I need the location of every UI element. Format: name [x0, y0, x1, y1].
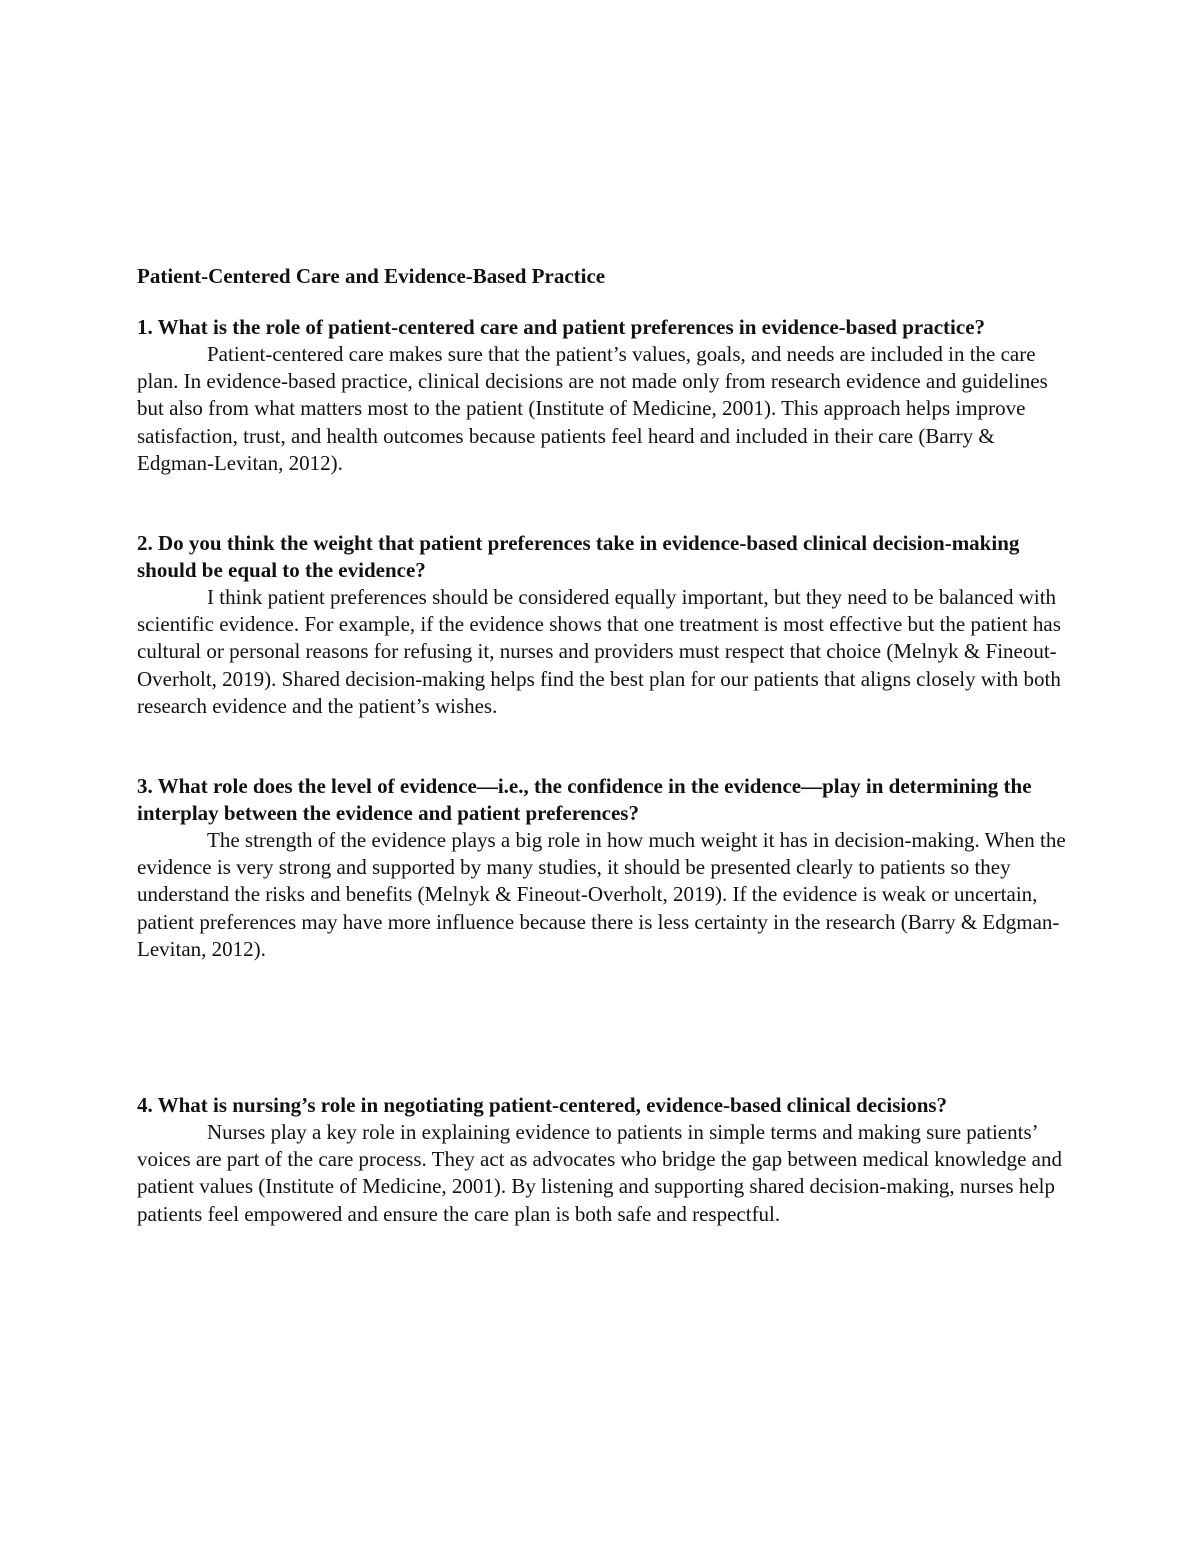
qa-section-3	[137, 773, 1067, 963]
question-3: 3. What role does the level of evidence—i.e., the confidence in the evidence—play in determining the interplay between the evidence and patient preferences?	[137, 774, 1032, 825]
answer-4: Nurses play a key role in explaining evidence to patients in simple terms and making sure patients’ voices are part of the care process. They act as advocates who bridge the gap between medical knowledge and patient values (Institute of Medicine, 2001). By listening and supporting shared decision-making, nurses help patients feel empowered and ensure the care plan is both safe and respectful.	[137, 1120, 1062, 1226]
answer-2: I think patient preferences should be considered equally important, but they need to be balanced with scientific evidence. For example, if the evidence shows that one treatment is most effective but the patient has cultural or personal reasons for refusing it, nurses and providers must respect that choice (Melnyk & Fineout-Overholt, 2019). Shared decision-making helps find the best plan for our patients that aligns closely with both research evidence and the patient’s wishes.	[137, 585, 1061, 718]
answer-1: Patient-centered care makes sure that the patient’s values, goals, and needs are included in the care plan. In evidence-based practice, clinical decisions are not made only from research evidence and guidelines but also from what matters most to the patient (Institute of Medicine, 2001). This approach helps improve satisfaction, trust, and health outcomes because patients feel heard and included in their care (Barry & Edgman-Levitan, 2012).	[137, 342, 1048, 475]
qa-section-1	[137, 314, 1067, 477]
question-2: 2. Do you think the weight that patient preferences take in evidence-based clinical decision-making should be equal to the evidence?	[137, 531, 1020, 582]
qa-section-2	[137, 530, 1067, 720]
answer-3: The strength of the evidence plays a big role in how much weight it has in decision-making. When the evidence is very strong and supported by many studies, it should be presented clearly to patients so they understand the risks and benefits (Melnyk & Fineout-Overholt, 2019). If the evidence is weak or uncertain, patient preferences may have more influence because there is less certainty in the research (Barry & Edgman-Levitan, 2012).	[137, 828, 1066, 961]
question-1: 1. What is the role of patient-centered care and patient preferences in evidence-based practice?	[137, 315, 986, 339]
question-4: 4. What is nursing’s role in negotiating patient-centered, evidence-based clinical decisions?	[137, 1093, 948, 1117]
qa-section-4	[137, 1092, 1067, 1228]
document-title: Patient-Centered Care and Evidence-Based Practice	[137, 264, 606, 288]
